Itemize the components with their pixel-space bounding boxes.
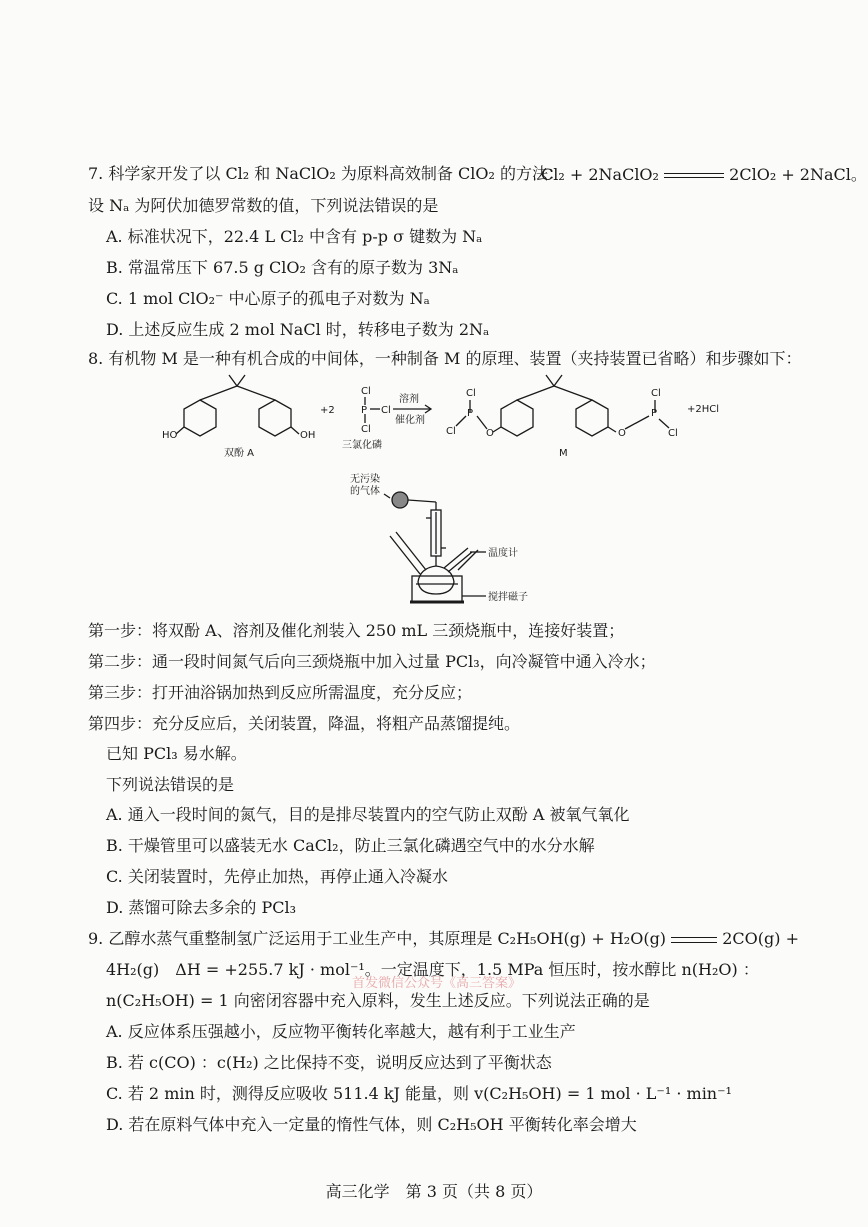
m-p-1: P — [467, 408, 474, 419]
m-cl-1: Cl — [466, 388, 476, 399]
q9-option-b: B. 若 c(CO) ：c(H₂) 之比保持不变，说明反应达到了平衡状态 — [106, 1053, 552, 1072]
byproduct-label: +2HCl — [687, 404, 720, 415]
ho-label: HO — [162, 430, 178, 441]
q7-equation-left: Cl₂ + 2NaClO₂ — [541, 165, 659, 184]
coef-label: +2 — [320, 405, 335, 416]
q8-stem: 8. 有机物 M 是一种有机合成的中间体，一种制备 M 的原理、装置（夹持装置已省略）和步骤如下： — [88, 349, 802, 368]
q7-equation — [541, 162, 867, 185]
q9-stem-line3: n(C₂H₅OH) = 1 向密闭容器中充入原料，发生上述反应。下列说法正确的是 — [106, 991, 650, 1010]
q7-stem-line1: 7. 科学家开发了以 Cl₂ 和 NaClO₂ 为原料高效制备 ClO₂ 的方法： — [88, 164, 564, 183]
reversible-arrow — [671, 935, 717, 945]
pcl3-cl-top: Cl — [361, 386, 371, 397]
q8-option-d: D. 蒸馏可除去多余的 PCl₃ — [106, 898, 297, 917]
pcl3-label: 三氯化磷 — [342, 440, 382, 451]
q7-equation-right: 2ClO₂ + 2NaCl。 — [729, 165, 867, 184]
q8-ask: 下列说法错误的是 — [106, 775, 235, 794]
m-o-1: O — [486, 428, 494, 439]
apparatus-diagram — [340, 470, 560, 610]
q7-stem-line2: 设 Nₐ 为阿伏加德罗常数的值，下列说法错误的是 — [88, 196, 439, 215]
pcl3-cl-right: Cl — [381, 405, 391, 416]
oh-label: OH — [300, 430, 316, 441]
q8-step-2: 第二步：通一段时间氮气后向三颈烧瓶中加入过量 PCl₃，向冷凝管中通入冷水； — [88, 652, 656, 671]
q9-option-d: D. 若在原料气体中充入一定量的惰性气体，则 C₂H₅OH 平衡转化率会增大 — [106, 1115, 637, 1134]
m-cl-4: Cl — [668, 428, 678, 439]
equals-double-line — [664, 171, 724, 181]
m-o-2: O — [618, 428, 626, 439]
arrow-bottom-label: 催化剂 — [395, 415, 425, 426]
q8-step-3: 第三步：打开油浴锅加热到反应所需温度，充分反应； — [88, 683, 473, 702]
q9-stem-line1-a: 9. 乙醇水蒸气重整制氢广泛运用于工业生产中，其原理是 C₂H₅OH(g) + H₂O(g) — [88, 929, 667, 948]
q8-step-1: 第一步：将双酚 A、溶剂及催化剂装入 250 mL 三颈烧瓶中，连接好装置； — [88, 621, 625, 640]
watermark: 首发微信公众号《高三答案》 — [352, 976, 522, 991]
m-label: M — [559, 448, 568, 459]
q9-option-c: C. 若 2 min 时，测得反应吸收 511.4 kJ 能量，则 v(C₂H₅OH) = 1 mol · L⁻¹ · min⁻¹ — [106, 1084, 732, 1103]
arrow-top-label: 溶剂 — [399, 394, 419, 405]
q8-step-4: 第四步：充分反应后，关闭装置，降温，将粗产品蒸馏提纯。 — [88, 714, 521, 733]
bisphenol-a-label: 双酚 A — [224, 448, 255, 459]
q7-option-d: D. 上述反应生成 2 mol NaCl 时，转移电子数为 2Nₐ — [106, 320, 490, 339]
q7-option-c: C. 1 mol ClO₂⁻ 中心原子的孤电子对数为 Nₐ — [106, 289, 430, 308]
gas-label-1: 无污染 — [350, 474, 380, 485]
q8-option-b: B. 干燥管里可以盛装无水 CaCl₂，防止三氯化磷遇空气中的水分水解 — [106, 836, 595, 855]
q8-option-c: C. 关闭装置时，先停止加热，再停止通入冷凝水 — [106, 867, 448, 886]
q9-stem-line2: 4H₂(g) ΔH = +255.7 kJ · mol⁻¹。一定温度下，1.5 MPa 恒压时，按水醇比 n(H₂O) ： — [106, 960, 759, 979]
m-cl-3: Cl — [651, 388, 661, 399]
pcl3-p: P — [361, 405, 368, 416]
stirrer-label: 搅拌磁子 — [488, 592, 528, 603]
pcl3-cl-bottom: Cl — [361, 424, 371, 435]
thermometer-label: 温度计 — [488, 548, 518, 559]
q9-stem-line1 — [88, 929, 799, 949]
q8-known: 已知 PCl₃ 易水解。 — [106, 744, 247, 763]
gas-label-2: 的气体 — [350, 486, 380, 497]
q9-option-a: A. 反应体系压强越小，反应物平衡转化率越大，越有利于工业生产 — [106, 1022, 576, 1041]
page-footer: 高三化学 第 3 页（共 8 页） — [325, 1182, 543, 1201]
q7-option-b: B. 常温常压下 67.5 g ClO₂ 含有的原子数为 3Nₐ — [106, 258, 459, 277]
reaction-scheme — [160, 372, 740, 464]
q9-stem-line1-b: 2CO(g) + — [722, 929, 800, 948]
m-cl-2: Cl — [446, 426, 456, 437]
q7-option-a: A. 标准状况下，22.4 L Cl₂ 中含有 p-p σ 键数为 Nₐ — [106, 227, 483, 246]
q8-option-a: A. 通入一段时间的氮气，目的是排尽装置内的空气防止双酚 A 被氧气氧化 — [106, 805, 630, 824]
m-p-2: P — [651, 408, 658, 419]
